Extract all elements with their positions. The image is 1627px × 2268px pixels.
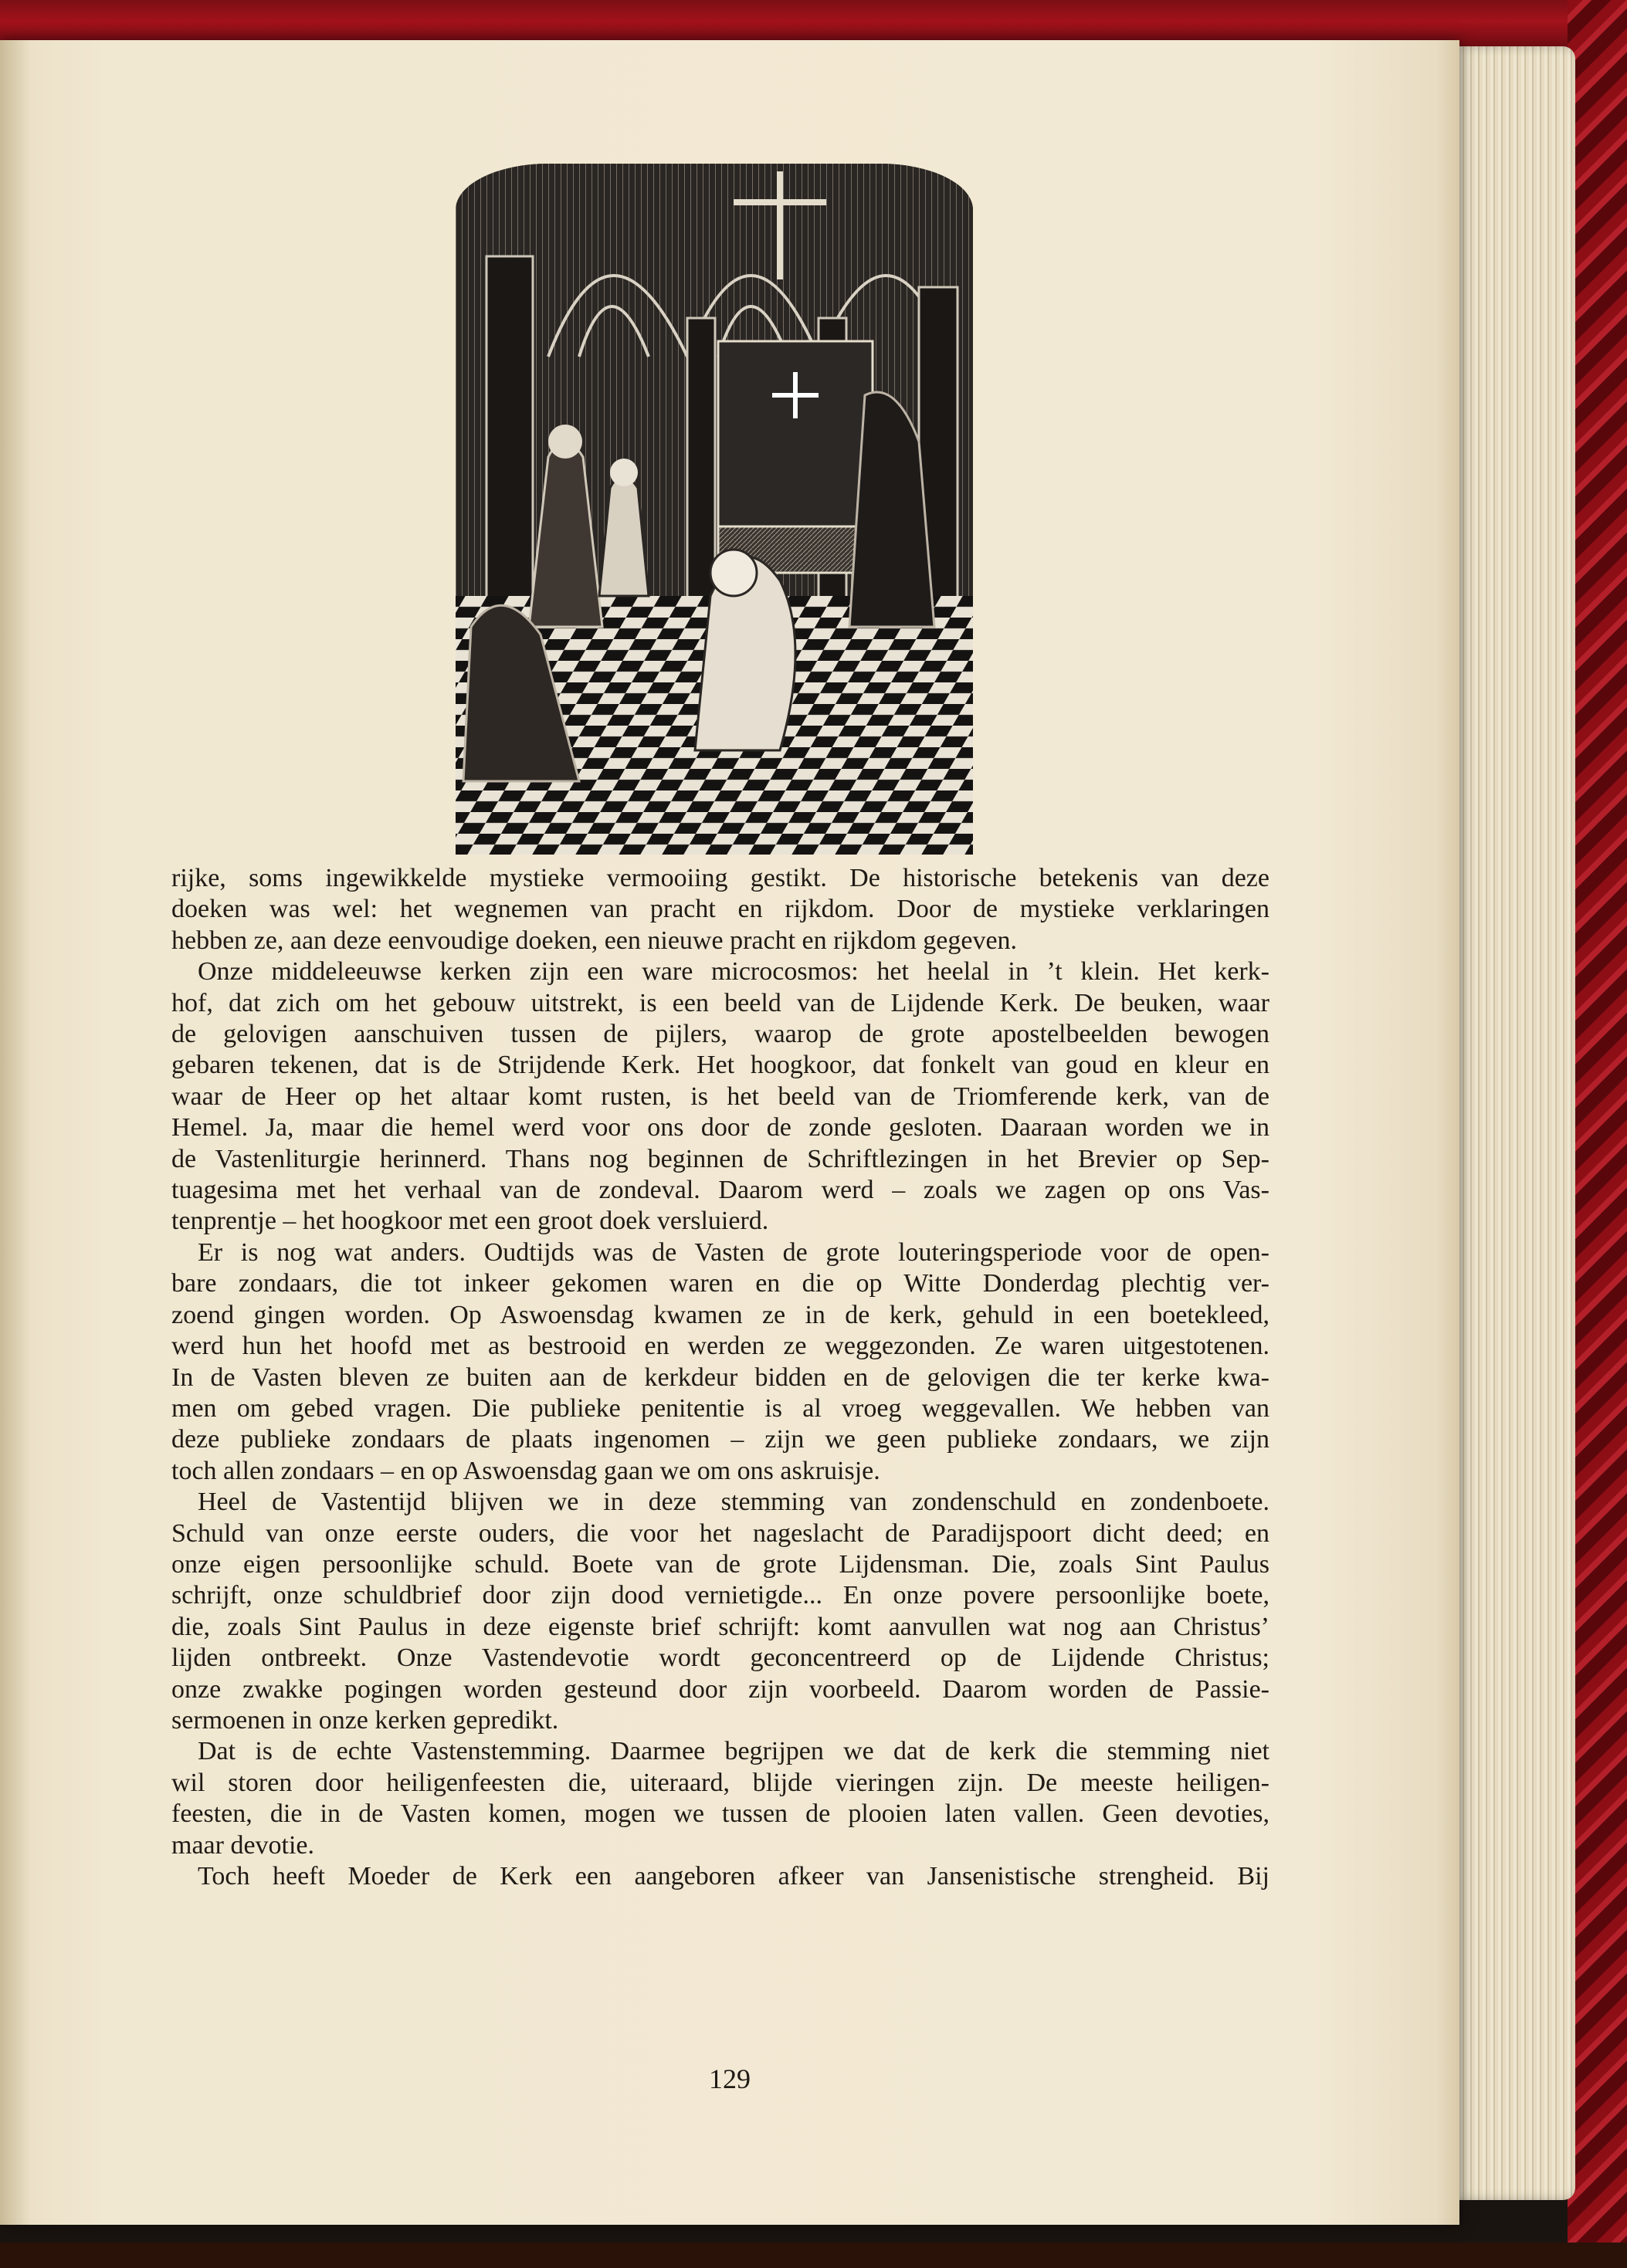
text-line: tenprentje – het hoogkoor met een groot doek versluierd. [171,1207,769,1236]
book-page [0,40,1459,2225]
text-line: onze zwakke pogingen worden gesteund door zijn voorbeeld. Daarom worden de Passie- [171,1674,1269,1704]
text-line: hebben ze, aan deze eenvoudige doeken, een nieuwe pracht en rijkdom gegeven. [171,926,1018,955]
text-line: deze publieke zondaars de plaats ingenomen – zijn we geen publieke zondaars, we zijn [171,1425,1269,1454]
text-line: toch allen zondaars – en op Aswoensdag gaan we om ons askruisje. [171,1456,880,1485]
text-line: men om gebed vragen. Die publieke penitentie is al vroeg weggevallen. We hebben van [171,1393,1269,1423]
text-line: de Vastenliturgie herinnerd. Thans nog beginnen de Schriftlezingen in het Brevier op Sep- [171,1144,1269,1173]
page-number: 129 [709,2063,751,2094]
text-line: feesten, die in de Vasten komen, mogen we tussen de plooien laten vallen. Geen devoties, [171,1799,1269,1829]
page-edges [1452,46,1575,2200]
text-line: tuagesima met het verhaal van de zondeval. Daarom werd – zoals we zagen op ons Vas- [171,1176,1269,1205]
text-line: onze eigen persoonlijke schuld. Boete van de grote Lijdensman. Die, zoals Sint Paulus [171,1549,1269,1579]
text-line: hof, dat zich om het gebouw uitstrekt, is een beeld van de Lijdende Kerk. De beuken, waar [171,988,1269,1017]
body-text [171,863,1269,1892]
text-line: Onze middeleeuwse kerken zijn een ware microcosmos: het heelal in ’t klein. Het kerk- [198,957,1269,987]
text-line: sermoenen in onze kerken gepredikt. [171,1705,559,1735]
book-binding-right [1568,0,1627,2268]
text-line: doeken was wel: het wegnemen van pracht en rijkdom. Door de mystieke verklaringen [171,895,1269,924]
text-line: rijke, soms ingewikkelde mystieke vermooiing gestikt. De historische betekenis van deze [171,864,1269,892]
book-binding-bottom [0,2243,1627,2268]
text-line: de gelovigen aanschuiven tussen de pijlers, waarop de grote apostelbeelden bewogen [171,1020,1269,1049]
text-line: gebaren tekenen, dat is de Strijdende Kerk. Het hoogkoor, dat fonkelt van goud en kleur en [171,1051,1269,1080]
text-line: bare zondaars, die tot inkeer gekomen waren en die op Witte Donderdag plechtig ver- [171,1269,1269,1298]
text-line: lijden ontbreekt. Onze Vastendevotie wordt geconcentreerd op de Lijdende Christus; [171,1643,1269,1673]
text-line: Toch heeft Moeder de Kerk een aangeboren afkeer van Jansenistische strengheid. Bij [198,1862,1269,1891]
text-line: maar devotie. [171,1830,315,1860]
text-line: die, zoals Sint Paulus in deze eigenste brief schrijft: komt aanvullen wat nog aan Christus’ [171,1612,1269,1641]
text-line: Schuld van onze eerste ouders, die voor het nageslacht de Paradijspoort dicht deed; en [171,1518,1269,1548]
text-line: In de Vasten bleven ze buiten aan de kerkdeur bidden en de gelovigen die ter kerke kwa- [171,1362,1269,1392]
text-line: werd hun het hoofd met as bestrooid en werden ze weggezonden. Ze waren uitgestotenen. [171,1332,1269,1361]
text-line: wil storen door heiligenfeesten die, uiteraard, blijde vieringen zijn. De meeste heiligen- [171,1768,1269,1797]
text-line: zoend gingen worden. Op Aswoensdag kwamen ze in de kerk, gehuld in een boetekleed, [171,1300,1269,1329]
text-line: Er is nog wat anders. Oudtijds was de Vasten de grote louteringsperiode voor de open- [198,1237,1269,1267]
text-line: Dat is de echte Vastenstemming. Daarmee begrijpen we dat de kerk die stemming niet [198,1737,1269,1766]
church-interior-woodcut-icon [456,164,973,855]
text-line: waar de Heer op het altaar komt rusten, is het beeld van de Triomferende kerk, van de [171,1082,1269,1111]
text-line: schrijft, onze schuldbrief door zijn dood vernietigde... En onze povere persoonlijke boete, [171,1581,1269,1610]
text-line: Hemel. Ja, maar die hemel werd voor ons door de zonde gesloten. Daaraan worden we in [171,1113,1269,1142]
text-line: Heel de Vastentijd blijven we in deze stemming van zondenschuld en zondenboete. [198,1488,1269,1517]
